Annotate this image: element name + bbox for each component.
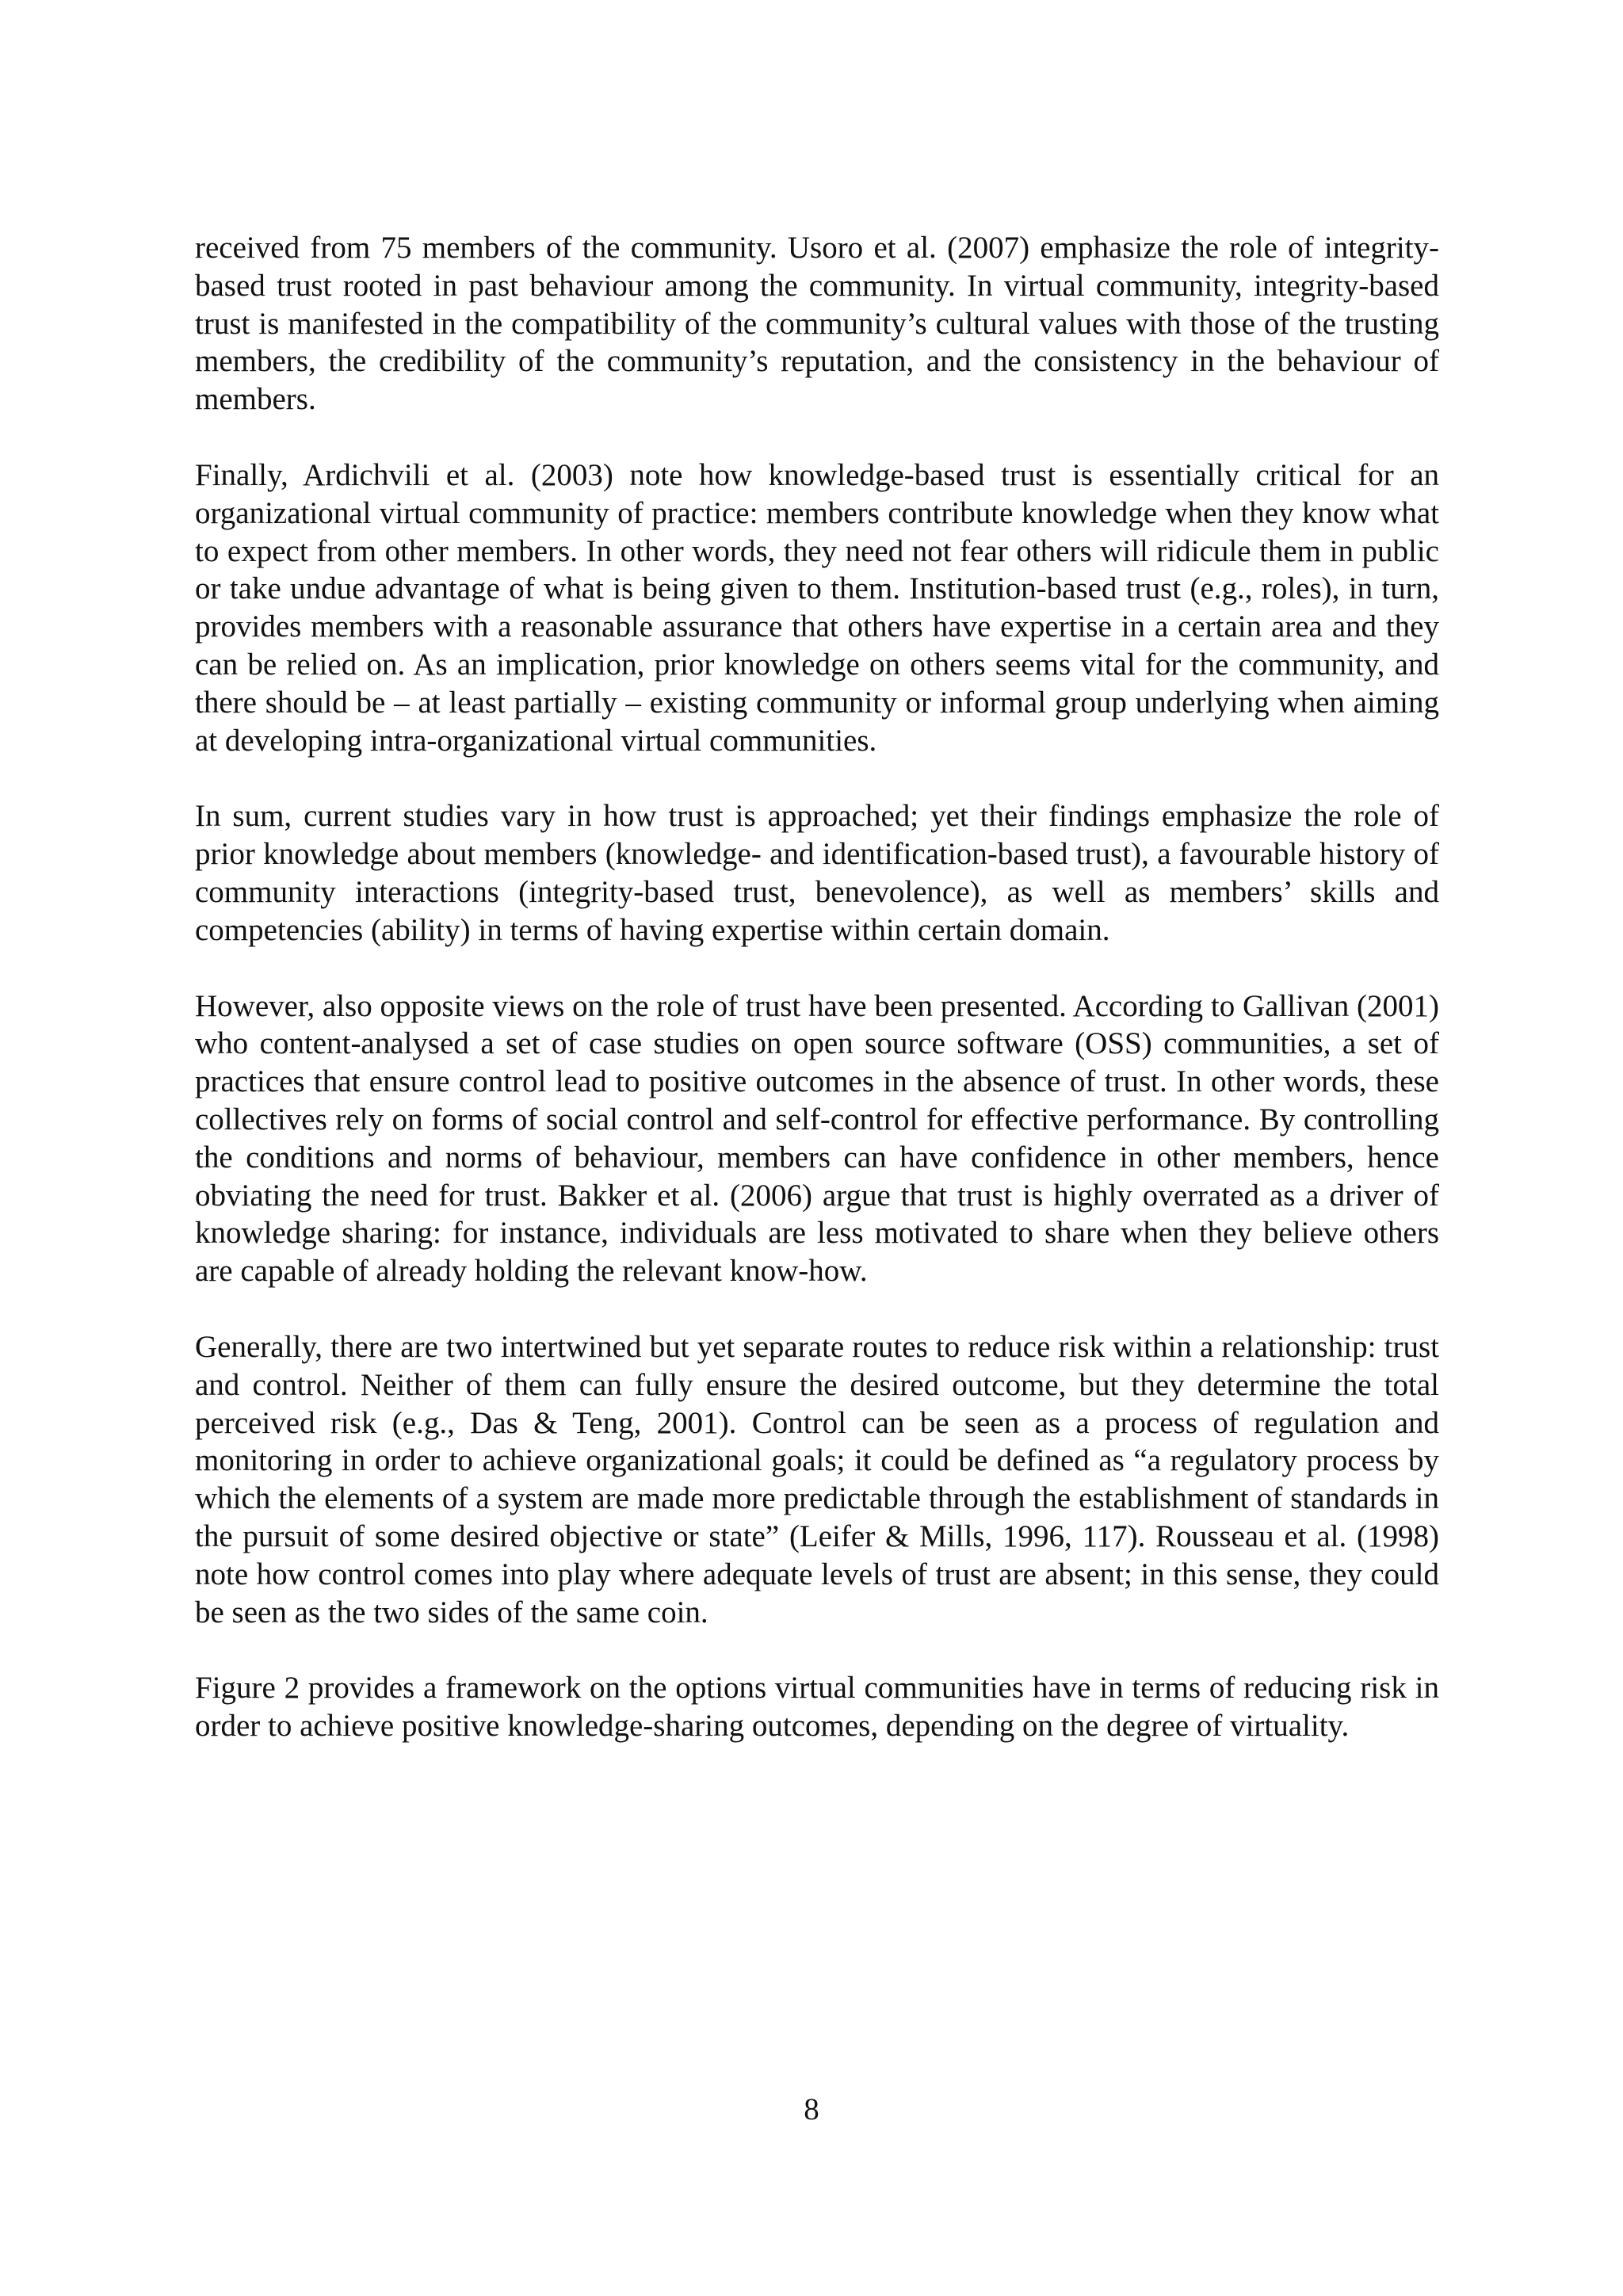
page-number: 8 bbox=[804, 2092, 819, 2126]
paragraph-trust-and-control: Generally, there are two intertwined but yet separate routes to reduce risk within a relationship: trust and control. Neither of them can fully ensure the desired outcome, but they determine the total perceived risk (e.g., Das & Teng, 2001). Control can be seen as a process of regulation and monitoring in order to achieve organizational goals; it could be defined as “a regulatory process by which the elements of a system are made more predictable through the establishment of standards in the pursuit of some desired objective or state” (Leifer & Mills, 1996, 117). Rousseau et al. (1998) note how control comes into play where adequate levels of trust are absent; in this sense, they could be seen as the two sides of the same coin. bbox=[195, 1329, 1439, 1629]
paragraph-trust-summary: In sum, current studies vary in how trust is approached; yet their findings emphasize the role of prior knowledge about members (knowledge- and identification-based trust), a favourable history of community interactions (integrity-based trust, benevolence), as well as members’ skills and competencies (ability) in terms of having expertise within certain domain. bbox=[195, 799, 1439, 947]
paragraph-ardichvili-knowledge-trust: Finally, Ardichvili et al. (2003) note how knowledge-based trust is essentially critical for an organizational virtual community of practice: members contribute knowledge when they know what to expect from other members. In other words, they need not fear others will ridicule them in public or take undue advantage of what is being given to them. Institution-based trust (e.g., roles), in turn, provides members with a reasonable assurance that others have expertise in a certain area and they can be relied on. As an implication, prior knowledge on others seems vital for the community, and there should be – at least partially – existing community or informal group underlying when aiming at developing intra-organizational virtual communities. bbox=[195, 457, 1439, 758]
paragraph-usoro-integrity-trust: received from 75 members of the community. Usoro et al. (2007) emphasize the role of integrity-based trust rooted in past behaviour among the community. In virtual community, integrity-based trust is manifested in the compatibility of the community’s cultural values with those of the trusting members, the credibility of the community’s reputation, and the consistency in the behaviour of members. bbox=[195, 231, 1439, 417]
paragraph-figure-2-reference: Figure 2 provides a framework on the options virtual communities have in terms of reducing risk in order to achieve positive knowledge-sharing outcomes, depending on the degree of virtuality. bbox=[195, 1671, 1439, 1744]
paragraph-opposite-views: However, also opposite views on the role of trust have been presented. According to Gallivan (2001) who content-analysed a set of case studies on open source software (OSS) communities, a set of practices that ensure control lead to positive outcomes in the absence of trust. In other words, these collectives rely on forms of social control and self-control for effective performance. By controlling the conditions and norms of behaviour, members can have confidence in other members, hence obviating the need for trust. Bakker et al. (2006) argue that trust is highly overrated as a driver of knowledge sharing: for instance, individuals are less motivated to share when they believe others are capable of already holding the relevant know-how. bbox=[195, 988, 1439, 1289]
body-text bbox=[195, 229, 1439, 1783]
